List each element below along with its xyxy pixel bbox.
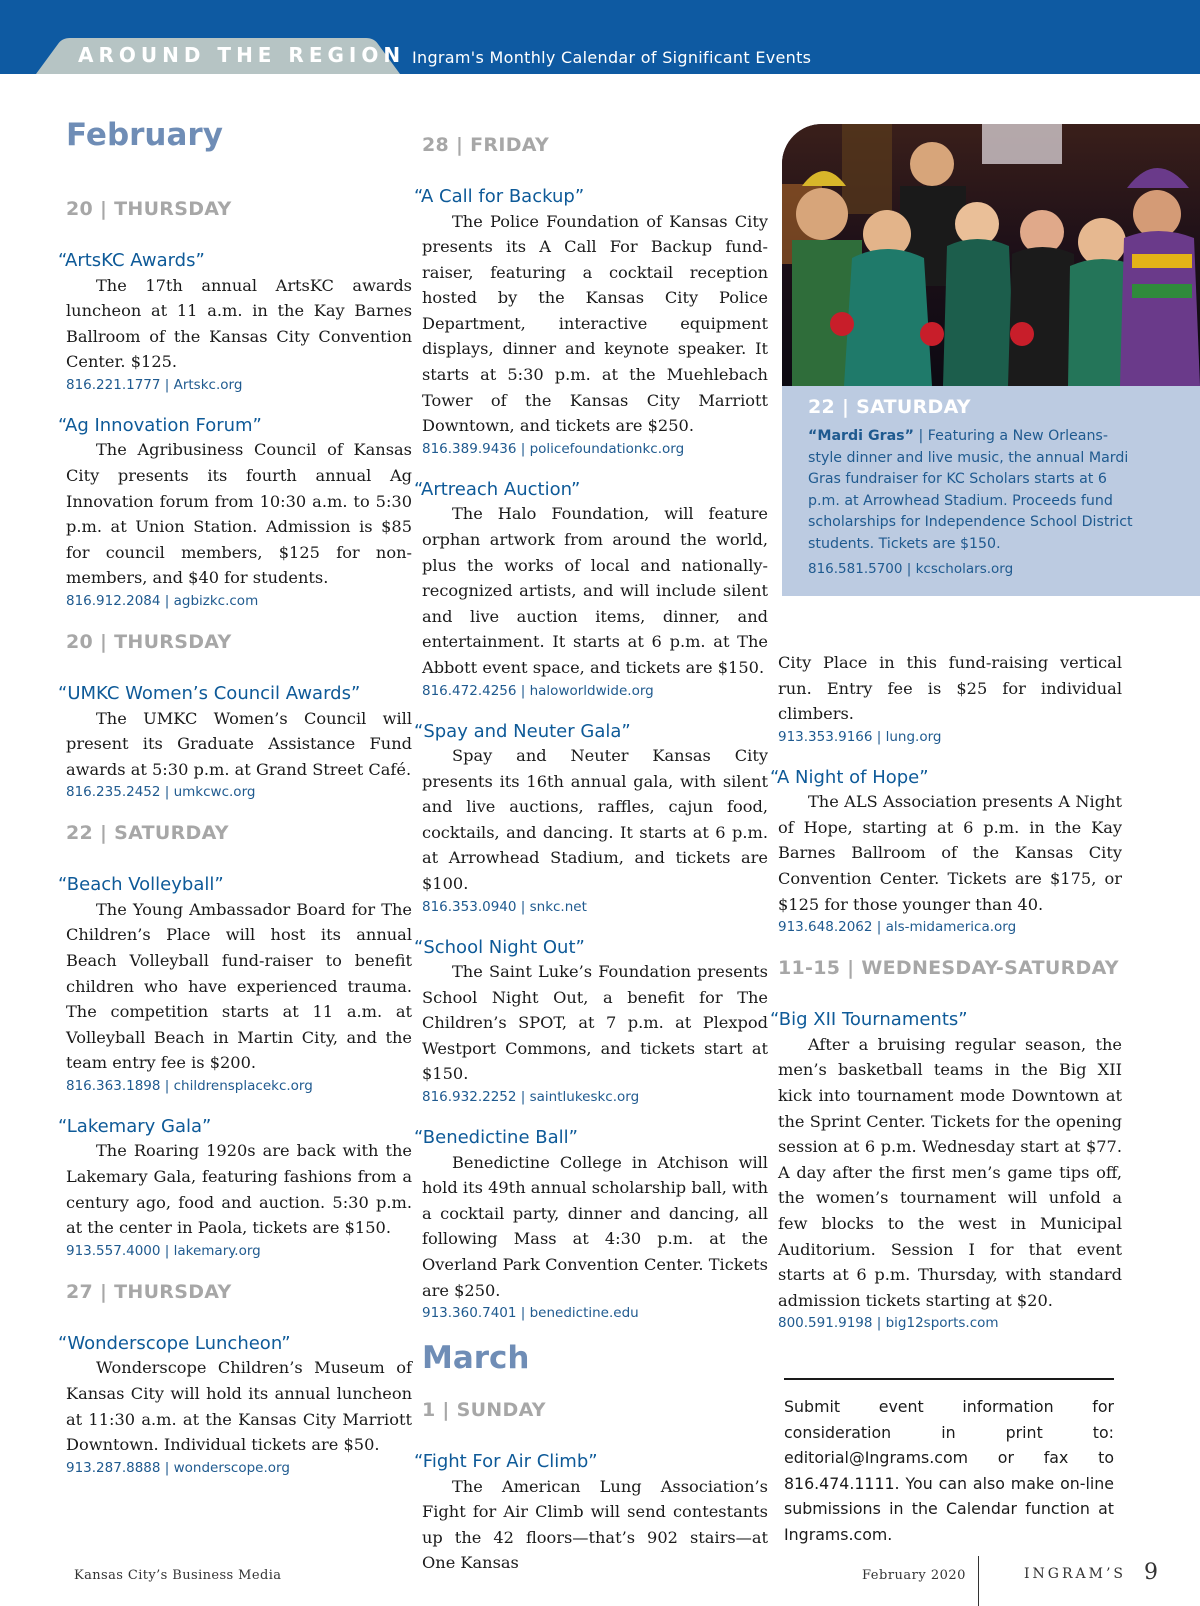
event-contact: 913.353.9166 | lung.org xyxy=(778,728,942,745)
event-contact: 816.353.0940 | snkc.net xyxy=(422,898,587,915)
page-number: 9 xyxy=(1144,1560,1158,1585)
event-title: “Wonderscope Luncheon” xyxy=(58,1332,291,1354)
event-body: The Halo Foundation, will feature orphan artwork from around the world, plus the works of local and nationally-recognized artists, and will include silent and live auction items, dinner, and entertainment. It starts at 6 p.m. at The Abbott event space, and tickets are $150. xyxy=(422,504,768,677)
event-contact: 816.472.4256 | haloworldwide.org xyxy=(422,682,654,699)
month-heading: March xyxy=(422,1340,530,1377)
header-subtitle: Ingram's Monthly Calendar of Significant Events xyxy=(412,48,812,67)
event-body: The Roaring 1920s are back with the Lakemary Gala, featuring fashions from a century ago, food and auction. 5:30 p.m. at the center in Paola, tickets are $150. xyxy=(66,1141,412,1238)
event-body: The Police Foundation of Kansas City presents its A Call For Backup fund-raiser, featuring a cocktail reception hosted by the Kansas City Police Department, interactive equipment displays, dinner and keynote speaker. It starts at 5:30 p.m. at the Muehlebach Tower of the Kansas City Marriott Downtown, and tickets are $250. xyxy=(422,211,768,436)
footer-divider xyxy=(978,1556,979,1606)
column-1 xyxy=(58,117,412,1498)
event-title: “Fight For Air Climb” xyxy=(414,1451,598,1473)
event-title: “ArtsKC Awards” xyxy=(58,250,205,272)
event-body: Wonderscope Children’s Museum of Kansas City will hold its annual luncheon at 11:30 a.m. at the Kansas City Marriott Downtown. Individual tickets are $50. xyxy=(66,1358,412,1455)
event-body: Spay and Neuter Kansas City presents its 16th annual gala, with silent and live auctions, raffles, cajun food, cocktails, and dancing. It starts at 6 p.m. at Arrowhead Stadium, and tickets are $100. xyxy=(422,746,768,893)
event-contact: 800.591.9198 | big12sports.com xyxy=(778,1315,999,1332)
footer-date: February 2020 xyxy=(862,1568,966,1583)
event xyxy=(58,1332,412,1476)
section-tab xyxy=(36,38,406,74)
event-body: The Agribusiness Council of Kansas City presents its fourth annual Ag Innovation forum from 10:30 a.m. to 5:30 p.m. at Union Station. Admission is $85 for council members, $125 for non-members, and $40 for students. xyxy=(66,440,412,588)
event xyxy=(414,1127,768,1322)
event-body: Benedictine College in Atchison will hold its 49th annual scholarship ball, with a cocktail party, dinner and dancing, all following Mass at 4:30 p.m. at the Overland Park Convention Center. Tickets are $250. xyxy=(422,1152,768,1300)
event-contact: 816.912.2084 | agbizkc.com xyxy=(66,593,259,610)
submission-note: Submit event information for consideration in print to: editorial@Ingrams.com or fax to 816.474.1111. You can also make on-line submissions in the Calendar function at Ingrams.com. xyxy=(784,1397,1114,1544)
event-body: The ALS Association presents A Night of Hope, starting at 6 p.m. in the Kay Barnes Ballroom of the Kansas City Convention Center. Tickets are $175, or $125 for those younger than 40. xyxy=(778,792,1122,914)
event xyxy=(58,683,412,801)
event xyxy=(414,186,768,457)
event xyxy=(414,936,768,1106)
section-label: AROUND THE REGION xyxy=(78,43,406,67)
event-body: The UMKC Women’s Council will present its Graduate Assistance Fund awards at 5:30 p.m. at Grand Street Café. xyxy=(66,708,412,779)
event-title: “School Night Out” xyxy=(414,936,585,958)
event-title: “A Night of Hope” xyxy=(770,766,929,788)
event-body: City Place in this fund-raising vertical run. Entry fee is $25 for individual climbers. xyxy=(778,653,1122,724)
event-body: The 17th annual ArtsKC awards luncheon at 11 a.m. in the Kay Barnes Ballroom of the Kansas City Convention Center. $125. xyxy=(66,275,412,372)
callout-title: “Mardi Gras” xyxy=(808,428,914,444)
mardi-gras-photo xyxy=(782,124,1200,386)
event-title: “UMKC Women’s Council Awards” xyxy=(58,683,361,705)
callout-body: | Featuring a New Orleans-style dinner and live music, the annual Mardi Gras fundraiser for KC Scholars starts at 6 p.m. at Arrowhead Stadium. Proceeds fund scholarships for Independence School District students. Tickets are $150. xyxy=(808,428,1133,552)
date-heading: 28 | FRIDAY xyxy=(422,134,550,156)
event xyxy=(770,766,1122,936)
event xyxy=(58,1115,412,1259)
event-title: “A Call for Backup” xyxy=(414,186,585,207)
divider-rule xyxy=(784,1378,1114,1380)
date-heading: 27 | THURSDAY xyxy=(66,1280,232,1303)
event-contact: 913.360.7401 | benedictine.edu xyxy=(422,1305,639,1322)
event-contact: 816.389.9436 | policefoundationkc.org xyxy=(422,440,685,457)
event-body: The American Lung Association’s Fight for Air Climb will send contestants up the 42 floors—that’s 902 stairs—at One Kansas xyxy=(422,1476,768,1573)
date-heading: 1 | SUNDAY xyxy=(422,1399,546,1422)
callout-contact: 816.581.5700 | kcscholars.org xyxy=(808,561,1014,577)
date-heading: 11-15 | WEDNESDAY-SATURDAY xyxy=(778,957,1119,980)
event-title: “Spay and Neuter Gala” xyxy=(414,720,631,742)
event-title: “Artreach Auction” xyxy=(414,478,581,500)
column-2 xyxy=(414,134,768,1598)
column-3 xyxy=(770,650,1122,1353)
event-title: “Beach Volleyball” xyxy=(58,874,224,896)
event xyxy=(778,650,1122,745)
event-contact: 913.648.2062 | als-midamerica.org xyxy=(778,919,1017,936)
event-body: After a bruising regular season, the men’s basketball teams in the Big XII kick into tournament mode Downtown at the Sprint Center. Tickets for the opening session at 6 p.m. Wednesday start at $77. A day after the first men’s game tips off, the women’s tournament will unfold a few blocks to the west in Municipal Auditorium. Session I for that event starts at 6 p.m. Thursday, with standard admission tickets starting at $20. xyxy=(778,1034,1122,1310)
event-title: “Big XII Tournaments” xyxy=(770,1009,968,1031)
event xyxy=(58,250,412,393)
footer-brand: INGRAM’S xyxy=(1024,1566,1126,1582)
event-contact: 913.287.8888 | wonderscope.org xyxy=(66,1459,290,1476)
event xyxy=(58,414,412,610)
featured-event-callout xyxy=(782,386,1200,596)
date-heading: 20 | THURSDAY xyxy=(66,198,232,221)
date-heading: 20 | THURSDAY xyxy=(66,631,232,654)
party-image xyxy=(782,124,1200,386)
event-contact: 816.363.1898 | childrensplacekc.org xyxy=(66,1077,313,1094)
event xyxy=(414,720,768,915)
callout-date: 22 | SATURDAY xyxy=(808,396,971,418)
event-title: “Benedictine Ball” xyxy=(414,1127,578,1149)
event-contact: 816.221.1777 | Artskc.org xyxy=(66,376,243,393)
event-contact: 816.932.2252 | saintlukeskc.org xyxy=(422,1089,640,1106)
event xyxy=(414,1451,768,1576)
month-heading: February xyxy=(66,117,223,153)
event xyxy=(770,1009,1122,1332)
event xyxy=(414,478,768,699)
date-heading: 22 | SATURDAY xyxy=(66,822,229,845)
footer-tagline: Kansas City’s Business Media xyxy=(74,1568,282,1583)
event-title: “Ag Innovation Forum” xyxy=(58,414,262,436)
event-body: The Young Ambassador Board for The Children’s Place will host its annual Beach Volleyball fund-raiser to benefit children who have experienced trauma. The competition starts at 11 a.m. at Volleyball Beach in Martin City, and the team entry fee is $200. xyxy=(66,899,412,1073)
event-body: The Saint Luke’s Foundation presents School Night Out, a benefit for The Children’s SPOT, at 7 p.m. at Plexpod Westport Commons, and tickets start at $150. xyxy=(422,962,768,1084)
event xyxy=(58,874,412,1094)
event-contact: 816.235.2452 | umkcwc.org xyxy=(66,784,256,801)
event-contact: 913.557.4000 | lakemary.org xyxy=(66,1242,261,1259)
event-title: “Lakemary Gala” xyxy=(58,1115,212,1137)
